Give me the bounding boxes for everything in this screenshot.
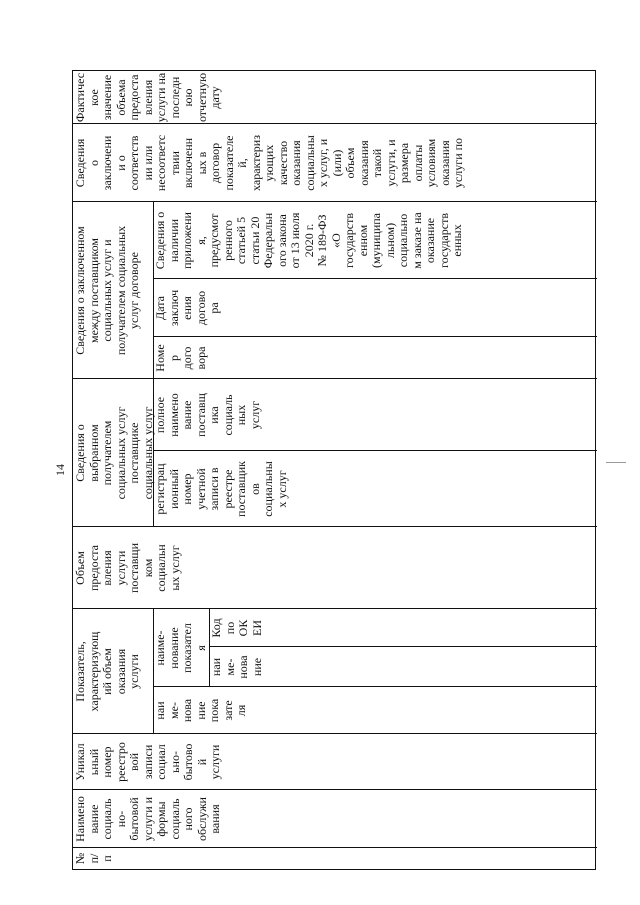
header-provider-group: Сведения о выбранном получателем социальных услуг поставщике социальных услуг (73, 406, 155, 500)
header-contract-appendix: Сведения о наличии приложени я, предусмот ренного статьей 5 статьи 20 Федеральн ого закона от 13 июля 2020 г. № 189-ФЗ «О государств енном (муниципа льном) социально м заказе на оказание государств енных (153, 211, 464, 270)
header-num: № п/ п (73, 852, 114, 865)
header-unit-group: наиме- нование показател я (153, 623, 208, 673)
header-provider-reg-number: регистрац ионный номер учетной записи в реестре поставщик ов социальны х услуг (153, 461, 289, 517)
header-service-name: Наимено вание социаль но- бытовой услуги и формы социаль ного обслужи вания (73, 796, 222, 842)
scan-artifact-line (606, 462, 626, 463)
header-unit-name: наи ме- нова ние (209, 655, 264, 679)
report-table (72, 70, 596, 870)
header-actual-value: Фактичес кое значение объема предоста вления услуги на последн юю отчетную дату (73, 72, 222, 123)
header-volume: Объем предоста вления услуги поставщи ком социальн ых услуг (73, 542, 182, 594)
header-indicator-group: Показатель, характеризующ ий объем оказания услуги (73, 631, 141, 712)
header-indicator-name: наи ме- нова ние пока зате ля (153, 698, 248, 723)
page-number: 14 (53, 464, 67, 476)
header-contract-group: Сведения о заключенном между поставщиком социальных услуг и получателем социальных услуг договоре (73, 225, 141, 356)
rotated-page (50, 70, 600, 870)
header-unique-number: Уникал ьный номер реестро вой записи социал ьно- бытово й услуги (73, 742, 222, 782)
header-provider-name: полное наимено вание поставщ ика социаль ных услуг (153, 393, 262, 437)
header-contract-date: Дата заключ ения догово ра (153, 289, 221, 327)
header-contract-number: Номе р дого вора (153, 344, 208, 372)
header-unit-code: Код по ОК ЕИ (209, 618, 264, 638)
header-compliance: Сведения о заключени и о соответств ии или несоответс твии включенн ых в договор показателе й, характериз ующих качество оказания социальны х услуг, и (или) объем оказания такой услуги, и размера оплаты условиям оказания услуги по (73, 134, 465, 192)
